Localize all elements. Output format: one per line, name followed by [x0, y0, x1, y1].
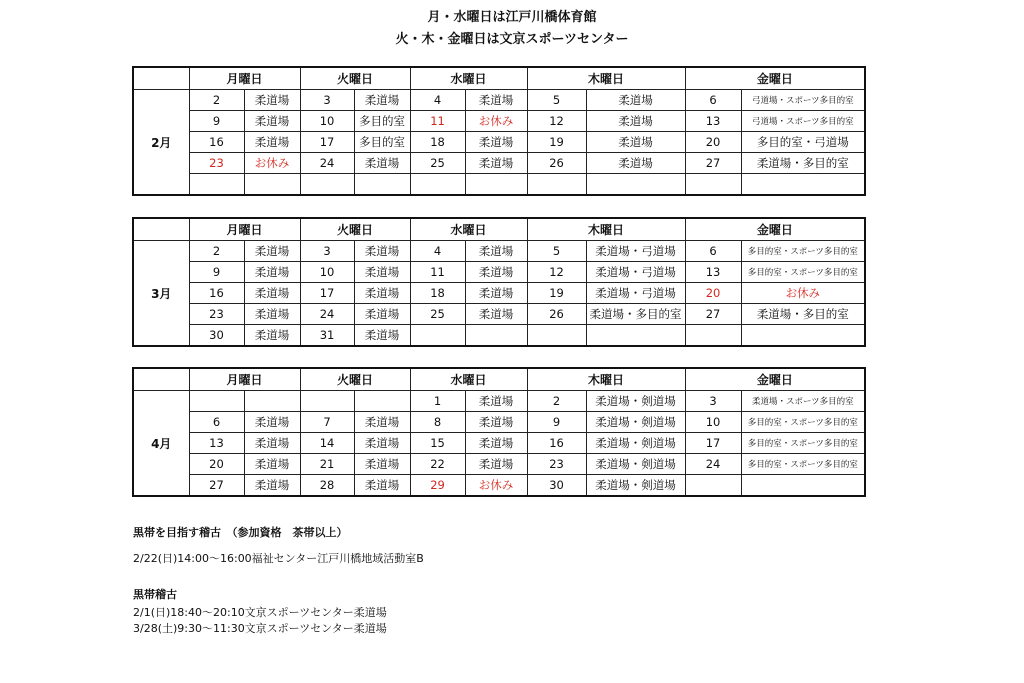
weekday-header: 金曜日 [685, 218, 865, 241]
weekday-header: 金曜日 [685, 368, 865, 391]
venue-label: 柔道場 [465, 132, 527, 153]
calendar-february [132, 66, 866, 196]
venue-label: 多目的室 [354, 132, 410, 153]
note-heading-black-belt-prep: 黒帯を目指す稽古 （参加資格 茶帯以上） [133, 526, 348, 539]
day-number: 4 [410, 90, 465, 111]
calendar-row [133, 174, 865, 196]
venue-label: 柔道場 [354, 433, 410, 454]
day-number: 17 [300, 283, 354, 304]
calendar-march [132, 217, 866, 347]
venue-label [741, 174, 865, 196]
venue-label: 柔道場 [354, 475, 410, 497]
day-number: 10 [300, 262, 354, 283]
day-number: 1 [410, 391, 465, 412]
holiday-label: お休み [244, 153, 300, 174]
venue-label [586, 174, 685, 196]
day-number [685, 325, 741, 347]
day-number: 3 [300, 90, 354, 111]
venue-label: 柔道場 [465, 433, 527, 454]
venue-label: 柔道場 [354, 412, 410, 433]
weekday-header: 木曜日 [527, 368, 685, 391]
day-number: 9 [527, 412, 586, 433]
venue-label: 柔道場 [244, 90, 300, 111]
day-number: 22 [410, 454, 465, 475]
venue-label: 柔道場 [244, 433, 300, 454]
day-number: 20 [685, 283, 741, 304]
day-number [300, 174, 354, 196]
venue-label: 柔道場・弓道場 [586, 241, 685, 262]
venue-label: 多目的室・弓道場 [741, 132, 865, 153]
venue-label: 柔道場 [244, 111, 300, 132]
day-number: 5 [527, 90, 586, 111]
venue-label [586, 325, 685, 347]
header-blank [133, 218, 189, 241]
weekday-header: 月曜日 [189, 67, 300, 90]
day-number: 7 [300, 412, 354, 433]
day-number: 2 [189, 90, 244, 111]
calendar-row [133, 132, 865, 153]
calendar-row [133, 304, 865, 325]
venue-label: 多目的室・スポーツ多目的室 [741, 412, 865, 433]
venue-label: 柔道場 [244, 132, 300, 153]
venue-label: 柔道場 [354, 241, 410, 262]
day-number: 9 [189, 262, 244, 283]
venue-label: 柔道場 [465, 153, 527, 174]
title-line-1: 月・水曜日は江戸川橋体育館 [427, 10, 597, 25]
venue-label: 柔道場・多目的室 [741, 153, 865, 174]
venue-label: 柔道場 [354, 454, 410, 475]
venue-label: 柔道場 [465, 391, 527, 412]
calendar-row [133, 241, 865, 262]
header-blank [133, 67, 189, 90]
venue-label: 柔道場 [354, 325, 410, 347]
header-blank [133, 368, 189, 391]
day-number: 19 [527, 132, 586, 153]
venue-label: 多目的室・スポーツ多目的室 [741, 241, 865, 262]
day-number: 12 [527, 111, 586, 132]
venue-label: 柔道場 [465, 241, 527, 262]
day-number: 13 [685, 262, 741, 283]
day-number: 3 [300, 241, 354, 262]
day-number: 4 [410, 241, 465, 262]
day-number: 25 [410, 304, 465, 325]
day-number: 15 [410, 433, 465, 454]
calendar-row [133, 283, 865, 304]
venue-label: 柔道場 [244, 283, 300, 304]
venue-label: 多目的室 [354, 111, 410, 132]
venue-label [244, 391, 300, 412]
day-number [410, 325, 465, 347]
day-number: 23 [189, 153, 244, 174]
calendar-april [132, 367, 866, 497]
day-number: 16 [527, 433, 586, 454]
weekday-header: 月曜日 [189, 368, 300, 391]
venue-label: 柔道場 [354, 90, 410, 111]
day-number: 10 [685, 412, 741, 433]
venue-label: 柔道場 [244, 241, 300, 262]
day-number [189, 391, 244, 412]
note-line-2: 2/1(日)18:40～20:10文京スポーツセンター柔道場 [133, 606, 387, 619]
month-label: 4月 [133, 391, 189, 497]
day-number [685, 475, 741, 497]
day-number: 6 [685, 90, 741, 111]
calendar-row [133, 391, 865, 412]
day-number: 23 [189, 304, 244, 325]
venue-label: 柔道場・剣道場 [586, 433, 685, 454]
venue-label: 柔道場・弓道場 [586, 283, 685, 304]
venue-label: 柔道場 [244, 475, 300, 497]
venue-label: 柔道場 [465, 90, 527, 111]
venue-label: 柔道場 [244, 454, 300, 475]
venue-label: 柔道場・剣道場 [586, 391, 685, 412]
venue-label [244, 174, 300, 196]
holiday-label: お休み [741, 283, 865, 304]
venue-label: 柔道場 [586, 153, 685, 174]
day-number: 31 [300, 325, 354, 347]
day-number: 13 [189, 433, 244, 454]
day-number [527, 174, 586, 196]
day-number: 17 [300, 132, 354, 153]
venue-label: 柔道場 [586, 111, 685, 132]
day-number: 14 [300, 433, 354, 454]
month-label: 3月 [133, 241, 189, 347]
weekday-header: 火曜日 [300, 67, 410, 90]
calendar-row [133, 90, 865, 111]
note-line-3: 3/28(土)9:30～11:30文京スポーツセンター柔道場 [133, 622, 387, 635]
calendar-row [133, 153, 865, 174]
weekday-header: 水曜日 [410, 67, 527, 90]
weekday-header: 木曜日 [527, 218, 685, 241]
venue-label [741, 475, 865, 497]
calendar-row [133, 433, 865, 454]
day-number: 27 [189, 475, 244, 497]
day-number: 26 [527, 304, 586, 325]
weekday-header: 木曜日 [527, 67, 685, 90]
venue-label: 柔道場・剣道場 [586, 475, 685, 497]
venue-label: 柔道場 [244, 262, 300, 283]
venue-label: 柔道場 [586, 132, 685, 153]
day-number: 25 [410, 153, 465, 174]
venue-label [465, 325, 527, 347]
venue-label: 柔道場 [465, 283, 527, 304]
day-number: 19 [527, 283, 586, 304]
venue-label: 多目的室・スポーツ多目的室 [741, 262, 865, 283]
day-number: 17 [685, 433, 741, 454]
note-line-1: 2/22(日)14:00～16:00福祉センター江戸川橋地域活動室B [133, 552, 424, 565]
day-number: 11 [410, 262, 465, 283]
day-number: 12 [527, 262, 586, 283]
day-number: 11 [410, 111, 465, 132]
day-number: 5 [527, 241, 586, 262]
venue-label: 柔道場 [354, 283, 410, 304]
weekday-header: 水曜日 [410, 368, 527, 391]
day-number [410, 174, 465, 196]
venue-label: 弓道場・スポーツ多目的室 [741, 90, 865, 111]
weekday-header: 火曜日 [300, 218, 410, 241]
venue-label: 柔道場 [244, 304, 300, 325]
day-number: 8 [410, 412, 465, 433]
title-line-2: 火・木・金曜日は文京スポーツセンター [395, 32, 629, 47]
calendar-row [133, 262, 865, 283]
venue-label [741, 325, 865, 347]
day-number [685, 174, 741, 196]
day-number: 26 [527, 153, 586, 174]
day-number [300, 391, 354, 412]
venue-label [354, 391, 410, 412]
venue-label: 柔道場・剣道場 [586, 454, 685, 475]
calendar-row [133, 454, 865, 475]
day-number: 30 [189, 325, 244, 347]
day-number: 21 [300, 454, 354, 475]
venue-label: 柔道場 [465, 262, 527, 283]
day-number: 18 [410, 283, 465, 304]
calendar-row [133, 475, 865, 497]
venue-label [465, 174, 527, 196]
month-label: 2月 [133, 90, 189, 196]
venue-label: 多目的室・スポーツ多目的室 [741, 433, 865, 454]
weekday-header: 水曜日 [410, 218, 527, 241]
venue-label: 柔道場 [354, 262, 410, 283]
day-number: 13 [685, 111, 741, 132]
venue-label: 柔道場・多目的室 [741, 304, 865, 325]
day-number [189, 174, 244, 196]
note-heading-black-belt: 黒帯稽古 [133, 588, 177, 601]
day-number: 29 [410, 475, 465, 497]
day-number: 16 [189, 132, 244, 153]
day-number: 23 [527, 454, 586, 475]
venue-label: 柔道場 [354, 153, 410, 174]
day-number: 10 [300, 111, 354, 132]
day-number: 6 [685, 241, 741, 262]
day-number: 20 [685, 132, 741, 153]
venue-label: 柔道場 [354, 304, 410, 325]
venue-label: 柔道場 [465, 412, 527, 433]
day-number: 24 [300, 304, 354, 325]
venue-label: 柔道場 [244, 325, 300, 347]
venue-label: 柔道場・弓道場 [586, 262, 685, 283]
day-number: 3 [685, 391, 741, 412]
day-number: 24 [685, 454, 741, 475]
venue-label: 柔道場・剣道場 [586, 412, 685, 433]
weekday-header: 金曜日 [685, 67, 865, 90]
holiday-label: お休み [465, 111, 527, 132]
day-number: 20 [189, 454, 244, 475]
day-number: 27 [685, 153, 741, 174]
venue-label: 多目的室・スポーツ多目的室 [741, 454, 865, 475]
weekday-header: 火曜日 [300, 368, 410, 391]
day-number: 16 [189, 283, 244, 304]
venue-label: 柔道場 [465, 454, 527, 475]
day-number [527, 325, 586, 347]
day-number: 24 [300, 153, 354, 174]
day-number: 2 [189, 241, 244, 262]
day-number: 27 [685, 304, 741, 325]
day-number: 6 [189, 412, 244, 433]
holiday-label: お休み [465, 475, 527, 497]
venue-label: 柔道場・スポーツ多目的室 [741, 391, 865, 412]
venue-label: 柔道場・多目的室 [586, 304, 685, 325]
day-number: 28 [300, 475, 354, 497]
day-number: 2 [527, 391, 586, 412]
weekday-header: 月曜日 [189, 218, 300, 241]
calendar-row [133, 412, 865, 433]
day-number: 30 [527, 475, 586, 497]
venue-label: 弓道場・スポーツ多目的室 [741, 111, 865, 132]
calendar-row [133, 111, 865, 132]
day-number: 9 [189, 111, 244, 132]
day-number: 18 [410, 132, 465, 153]
venue-label [354, 174, 410, 196]
venue-label: 柔道場 [586, 90, 685, 111]
venue-label: 柔道場 [465, 304, 527, 325]
calendar-row [133, 325, 865, 347]
venue-label: 柔道場 [244, 412, 300, 433]
